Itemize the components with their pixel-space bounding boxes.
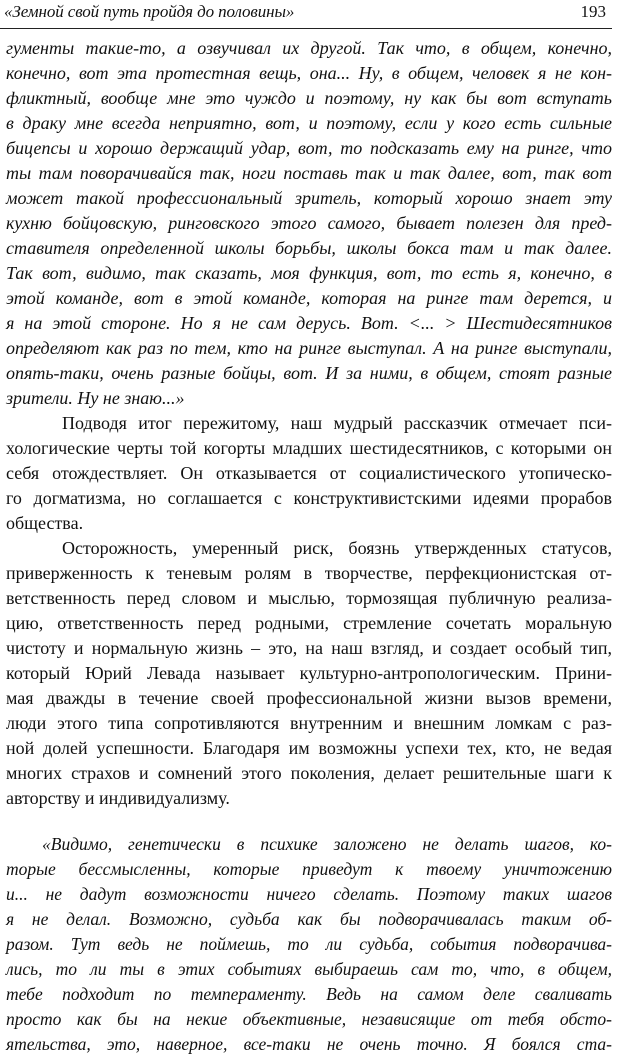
text-line: определяют как раз по тем, кто на ринге выступал. А на ринге выступали, [6,338,612,358]
text-line: кухню бойцовскую, ринговского этого самого, бывает полезен для пред- [6,213,612,233]
text-line: может такой профессиональный зритель, который хорошо знает эту [6,188,612,208]
text-line: Подводя итог пережитому, наш мудрый рассказчик отмечает пси- [62,413,612,433]
text-line: ятельства, это, наверное, все-таки не очень точно. Я боялся ста- [6,1034,612,1054]
text-line: этой команде, вот в этой команде, которая на ринге там дерется, и [6,288,612,308]
text-line: который Юрий Левада называет культурно-антропологическим. Прини- [6,663,612,683]
text-line: «Видимо, генетически в психике заложено не делать шагов, ко- [42,834,612,854]
text-line: многих страхов и сомнений этого поколения, делает решительные шаги к [6,763,612,783]
text-line: ты там поворачивайся так, ноги поставь так и так далее, вот, так вот [6,163,612,183]
block-quote [6,832,612,1057]
text-line: просто как бы на некие объективные, независящие от тебя обсто- [6,1009,612,1029]
paragraph [6,536,612,811]
text-line: разом. Тут ведь не поймешь, то ли судьба, события подворачива- [6,934,612,954]
text-line: и... не дадут возможности ничего сделать. Поэтому таких шагов [6,884,612,904]
paragraph [6,411,612,536]
text-line: гументы такие-то, а озвучивал их другой. Так что, в общем, конечно, [6,38,612,58]
text-line: цию, ответственность перед родными, стремление сочетать моральную [6,613,612,633]
text-line: в драку мне всегда неприятно, вот, и поэтому, если у кого есть сильные [6,113,612,133]
text-line: фликтный, вообще мне это чуждо и поэтому, ну как бы вот вступать [6,88,612,108]
text-line: конечно, вот эта протестная вещь, она... Ну, в общем, человек я не кон- [6,63,612,83]
text-line: Осторожность, умеренный риск, боязнь утвержденных статусов, [62,538,612,558]
running-title: «Земной свой путь пройдя до половины» [4,2,295,21]
text-line: ной долей успешности. Благодаря им возможны успехи тех, кто, не ведая [6,738,612,758]
text-line: опять-таки, очень разные бойцы, вот. И за ними, в общем, стоят разные [6,363,612,383]
text-line: я на этой стороне. Но я не сам дерусь. Вот. <... > Шестидесятников [6,313,612,333]
text-line: общества. [6,513,84,533]
quote-paragraph-continued [6,36,612,411]
text-line: чистоту и нормальную жизнь – это, на наш взгляд, и создает особый тип, [6,638,612,658]
body-text [6,36,612,811]
text-line: ставителя определенной школы борьбы, школы бокса там и так далее. [6,238,612,258]
text-line: мая дважды в течение своей профессиональной жизни вызов времени, [6,688,612,708]
text-line: люди этого типа сопротивляются внутренним и внешним ломкам с раз- [6,713,612,733]
text-line: го догматизма, но соглашается с конструктивистскими идеями прорабов [6,488,612,508]
running-header [2,0,612,24]
text-line: Так вот, видимо, так сказать, моя функция, вот, то есть я, конечно, в [6,263,612,283]
page-number: 193 [580,2,606,21]
text-line: хологические черты той когорты младших шестидесятников, с которыми он [6,438,612,458]
text-line: зрители. Ну не знаю...» [6,388,185,408]
text-line: авторству и индивидуализму. [6,788,230,808]
text-line: я не делал. Возможно, судьба как бы подворачивалась таким об- [6,909,612,929]
text-line: бицепсы и хорошо держащий удар, вот, то подсказать ему на ринге, что [6,138,612,158]
header-rule [0,28,612,29]
text-line: ветственность перед словом и мыслью, тормозящая публичную реализа- [6,588,612,608]
text-line: лись, то ли ты в этих событиях выбираешь сам то, что, в общем, [6,959,612,979]
text-line: торые бессмысленны, которые приведут к твоему уничтожению [6,859,612,879]
text-line: себя отождествляет. Он отказывается от социалистического утопическо- [6,463,612,483]
text-line: тебе подходит по темпераменту. Ведь на самом деле сваливать [6,984,612,1004]
text-line: приверженность к теневым ролям в творчестве, перфекционистская от- [6,563,612,583]
